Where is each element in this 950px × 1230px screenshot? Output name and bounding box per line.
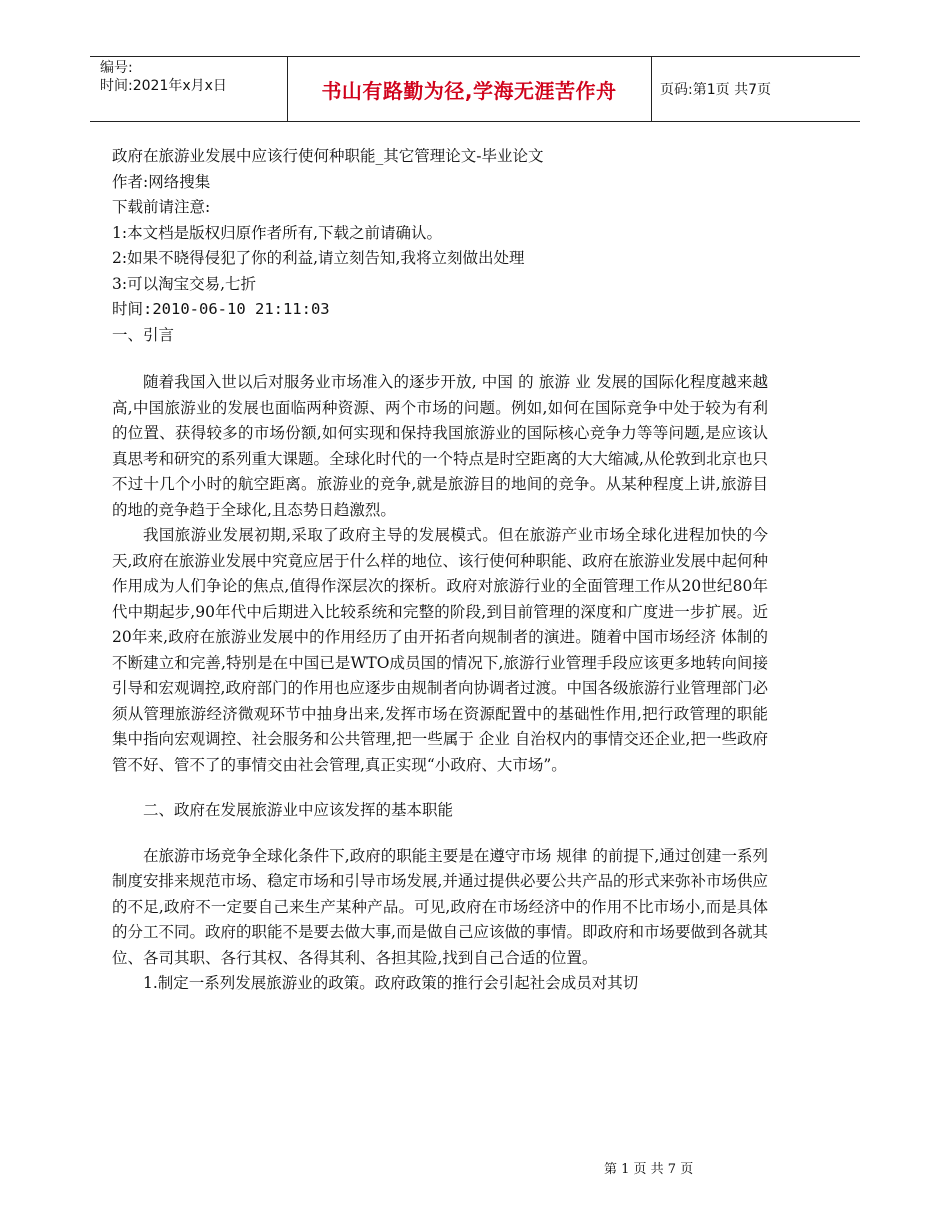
- document-meta: [112, 144, 768, 323]
- header-left-info: [100, 59, 280, 95]
- intro-paragraph-2: 我国旅游业发展初期,采取了政府主导的发展模式。但在旅游产业市场全球化进程加快的今天,政府在旅游业发展中究竟应居于什么样的地位、该行使何种职能、政府在旅游业发展中起何种作用成为人们争论的焦点,值得作深层次的探析。政府对旅游行业的全面管理工作从20世纪80年代中期起步,90年代中后期进入比较系统和完整的阶段,到目前管理的深度和广度进一步扩展。近20年来,政府在旅游业发展中的作用经历了由开拓者向规制者的演进。随着中国市场经济 体制的不断建立和完善,特别是在中国已是WTO成员国的情况下,旅游行业管理手段应该更多地转向间接引导和宏观调控,政府部门的作用也应逐步由规制者向协调者过渡。中国各级旅游行业管理部门必须从管理旅游经济微观环节中抽身出来,发挥市场在资源配置中的基础性作用,把行政管理的职能集中指向宏观调控、社会服务和公共管理,把一些属于 企业 自治权内的事情交还企业,把一些政府管不好、管不了的事情交由社会管理,真正实现“小政府、大市场”。: [112, 526, 768, 774]
- notice-heading: 下载前请注意:: [112, 198, 211, 216]
- section2-paragraph-1: 在旅游市场竞争全球化条件下,政府的职能主要是在遵守市场 规律 的前提下,通过创建一系列制度安排来规范市场、稳定市场和引导市场发展,并通过提供必要公共产品的形式来弥补市场供应的不足,政府不一定要自己来生产某种产品。可见,政府在市场经济中的作用不比市场小,而是具体的分工不同。政府的职能不是要去做大事,而是做自己应该做的事情。即政府和市场要做到各就其位、各司其职、各行其权、各得其利、各担其险,找到自己合适的位置。: [112, 846, 768, 967]
- notice-item: 1:本文档是版权归原作者所有,下载之前请确认。: [112, 223, 443, 242]
- section-heading-intro: 一、引言: [112, 325, 175, 344]
- header-motto: 书山有路勤为径,学海无涯苦作舟: [321, 78, 617, 103]
- section2-paragraph-2: 1.制定一系列发展旅游业的政策。政府政策的推行会引起社会成员对其切: [143, 974, 639, 992]
- intro-paragraph-1: 随着我国入世以后对服务业市场准入的逐步开放, 中国 的 旅游 业 发展的国际化程度越来越高,中国旅游业的发展也面临两种资源、两个市场的问题。例如,如何在国际竞争中处于较为有利的位置、获得较多的市场份额,如何实现和保持我国旅游业的国际核心竞争力等等问题,是应该认真思考和研究的系列重大课题。全球化时代的一个特点是时空距离的大大缩减,从伦敦到北京也只不过十几个小时的航空距离。旅游业的竞争,就是旅游目的地间的竞争。从某种程度上讲,旅游目的地的竞争趋于全球化,且态势日趋激烈。: [112, 373, 768, 519]
- header-page-info: 页码:第1页 共7页: [660, 82, 771, 98]
- spacer: [112, 778, 768, 798]
- time-label: 时间:2021年x月x日: [100, 78, 227, 94]
- notice-item: 2:如果不晓得侵犯了你的利益,请立刻告知,我将立刻做出处理: [112, 249, 525, 267]
- number-label: 编号:: [100, 60, 133, 76]
- spacer: [112, 824, 768, 844]
- document-title: 政府在旅游业发展中应该行使何种职能_其它管理论文-毕业论文: [112, 147, 544, 165]
- spacer: [112, 348, 768, 370]
- notice-item: 3:可以淘宝交易,七折: [112, 274, 257, 293]
- header-bottom-rule: [90, 121, 860, 122]
- document-body: [112, 144, 768, 997]
- header-divider-right: [651, 56, 652, 122]
- section-heading-2: 二、政府在发展旅游业中应该发挥的基本职能: [143, 801, 454, 819]
- page-footer: 第 1 页 共 7 页: [604, 1162, 694, 1177]
- document-author: 作者:网络搜集: [112, 172, 211, 191]
- document-time: 时间:2010-06-10 21:11:03: [112, 300, 330, 318]
